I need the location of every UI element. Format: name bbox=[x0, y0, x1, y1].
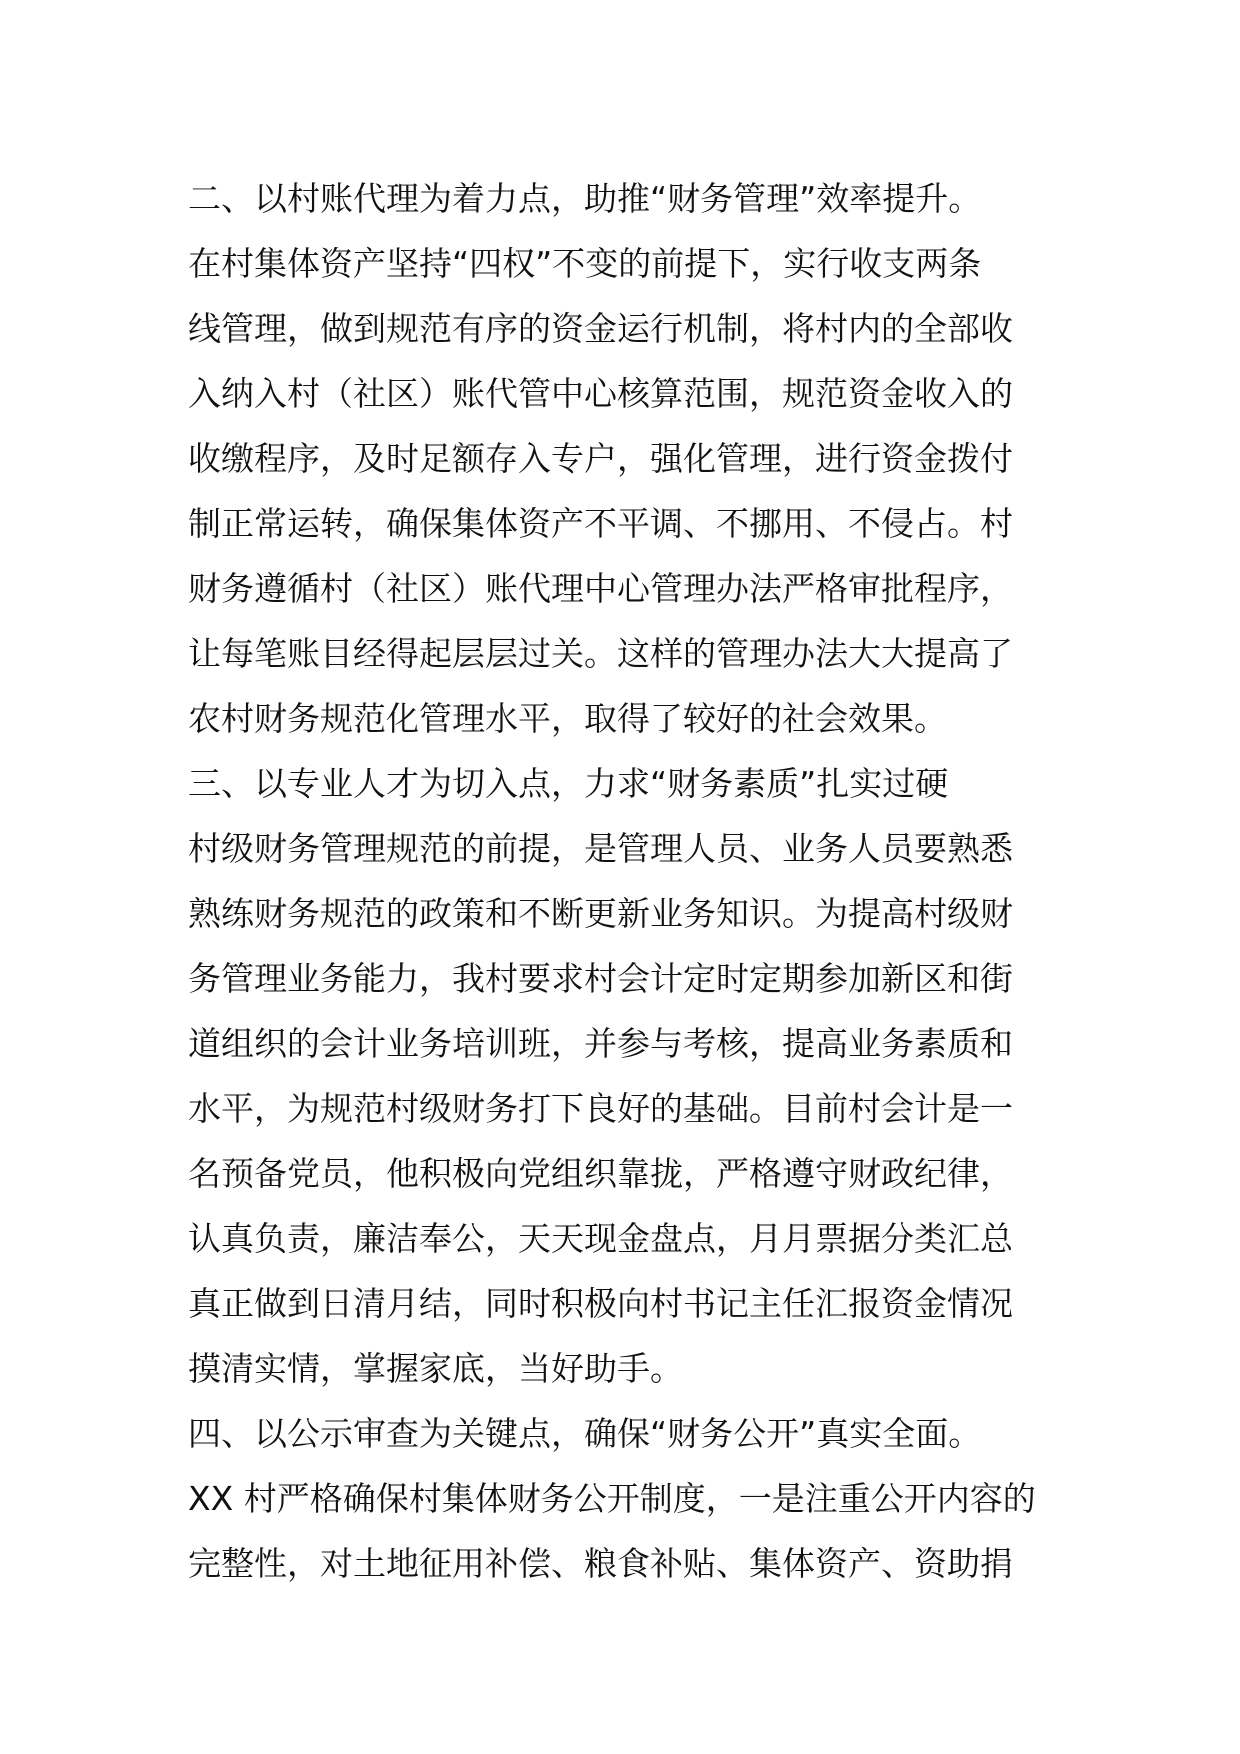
paragraph-line: 名预备党员，他积极向党组织靠拢，严格遵守财政纪律， bbox=[188, 1154, 1013, 1193]
heading-section-3: 三、以专业人才为切入点，力求“财务素质”扎实过硬 bbox=[188, 764, 949, 803]
paragraph-line: 在村集体资产坚持“四权”不变的前提下，实行收支两条 bbox=[188, 244, 982, 283]
paragraph-line: 线管理，做到规范有序的资金运行机制，将村内的全部收 bbox=[188, 309, 1013, 348]
heading-section-2: 二、以村账代理为着力点，助推“财务管理”效率提升。 bbox=[188, 179, 982, 218]
paragraph-line: 熟练财务规范的政策和不断更新业务知识。为提高村级财 bbox=[188, 894, 1013, 933]
paragraph-line: XX 村严格确保村集体财务公开制度，一是注重公开内容的 bbox=[188, 1479, 1036, 1518]
paragraph-line: 认真负责，廉洁奉公，天天现金盘点，月月票据分类汇总 bbox=[188, 1219, 1013, 1258]
paragraph-line: 制正常运转，确保集体资产不平调、不挪用、不侵占。村 bbox=[188, 504, 1013, 543]
heading-section-4: 四、以公示审查为关键点，确保“财务公开”真实全面。 bbox=[188, 1414, 982, 1453]
paragraph-line: 水平，为规范村级财务打下良好的基础。目前村会计是一 bbox=[188, 1089, 1013, 1128]
paragraph-line: 收缴程序，及时足额存入专户，强化管理，进行资金拨付 bbox=[188, 439, 1013, 478]
document-body bbox=[188, 166, 1058, 1596]
paragraph-line: 摸清实情，掌握家底，当好助手。 bbox=[188, 1349, 683, 1388]
paragraph-line: 务管理业务能力，我村要求村会计定时定期参加新区和街 bbox=[188, 959, 1013, 998]
paragraph-line: 道组织的会计业务培训班，并参与考核，提高业务素质和 bbox=[188, 1024, 1013, 1063]
paragraph-line: 财务遵循村（社区）账代理中心管理办法严格审批程序， bbox=[188, 569, 1013, 608]
paragraph-line: 村级财务管理规范的前提，是管理人员、业务人员要熟悉 bbox=[188, 829, 1013, 868]
paragraph-line: 真正做到日清月结，同时积极向村书记主任汇报资金情况 bbox=[188, 1284, 1013, 1323]
paragraph-line: 让每笔账目经得起层层过关。这样的管理办法大大提高了 bbox=[188, 634, 1013, 673]
paragraph-line: 完整性，对土地征用补偿、粮食补贴、集体资产、资助捐 bbox=[188, 1544, 1013, 1583]
paragraph-line: 农村财务规范化管理水平，取得了较好的社会效果。 bbox=[188, 699, 947, 738]
paragraph-line: 入纳入村（社区）账代管中心核算范围，规范资金收入的 bbox=[188, 374, 1013, 413]
